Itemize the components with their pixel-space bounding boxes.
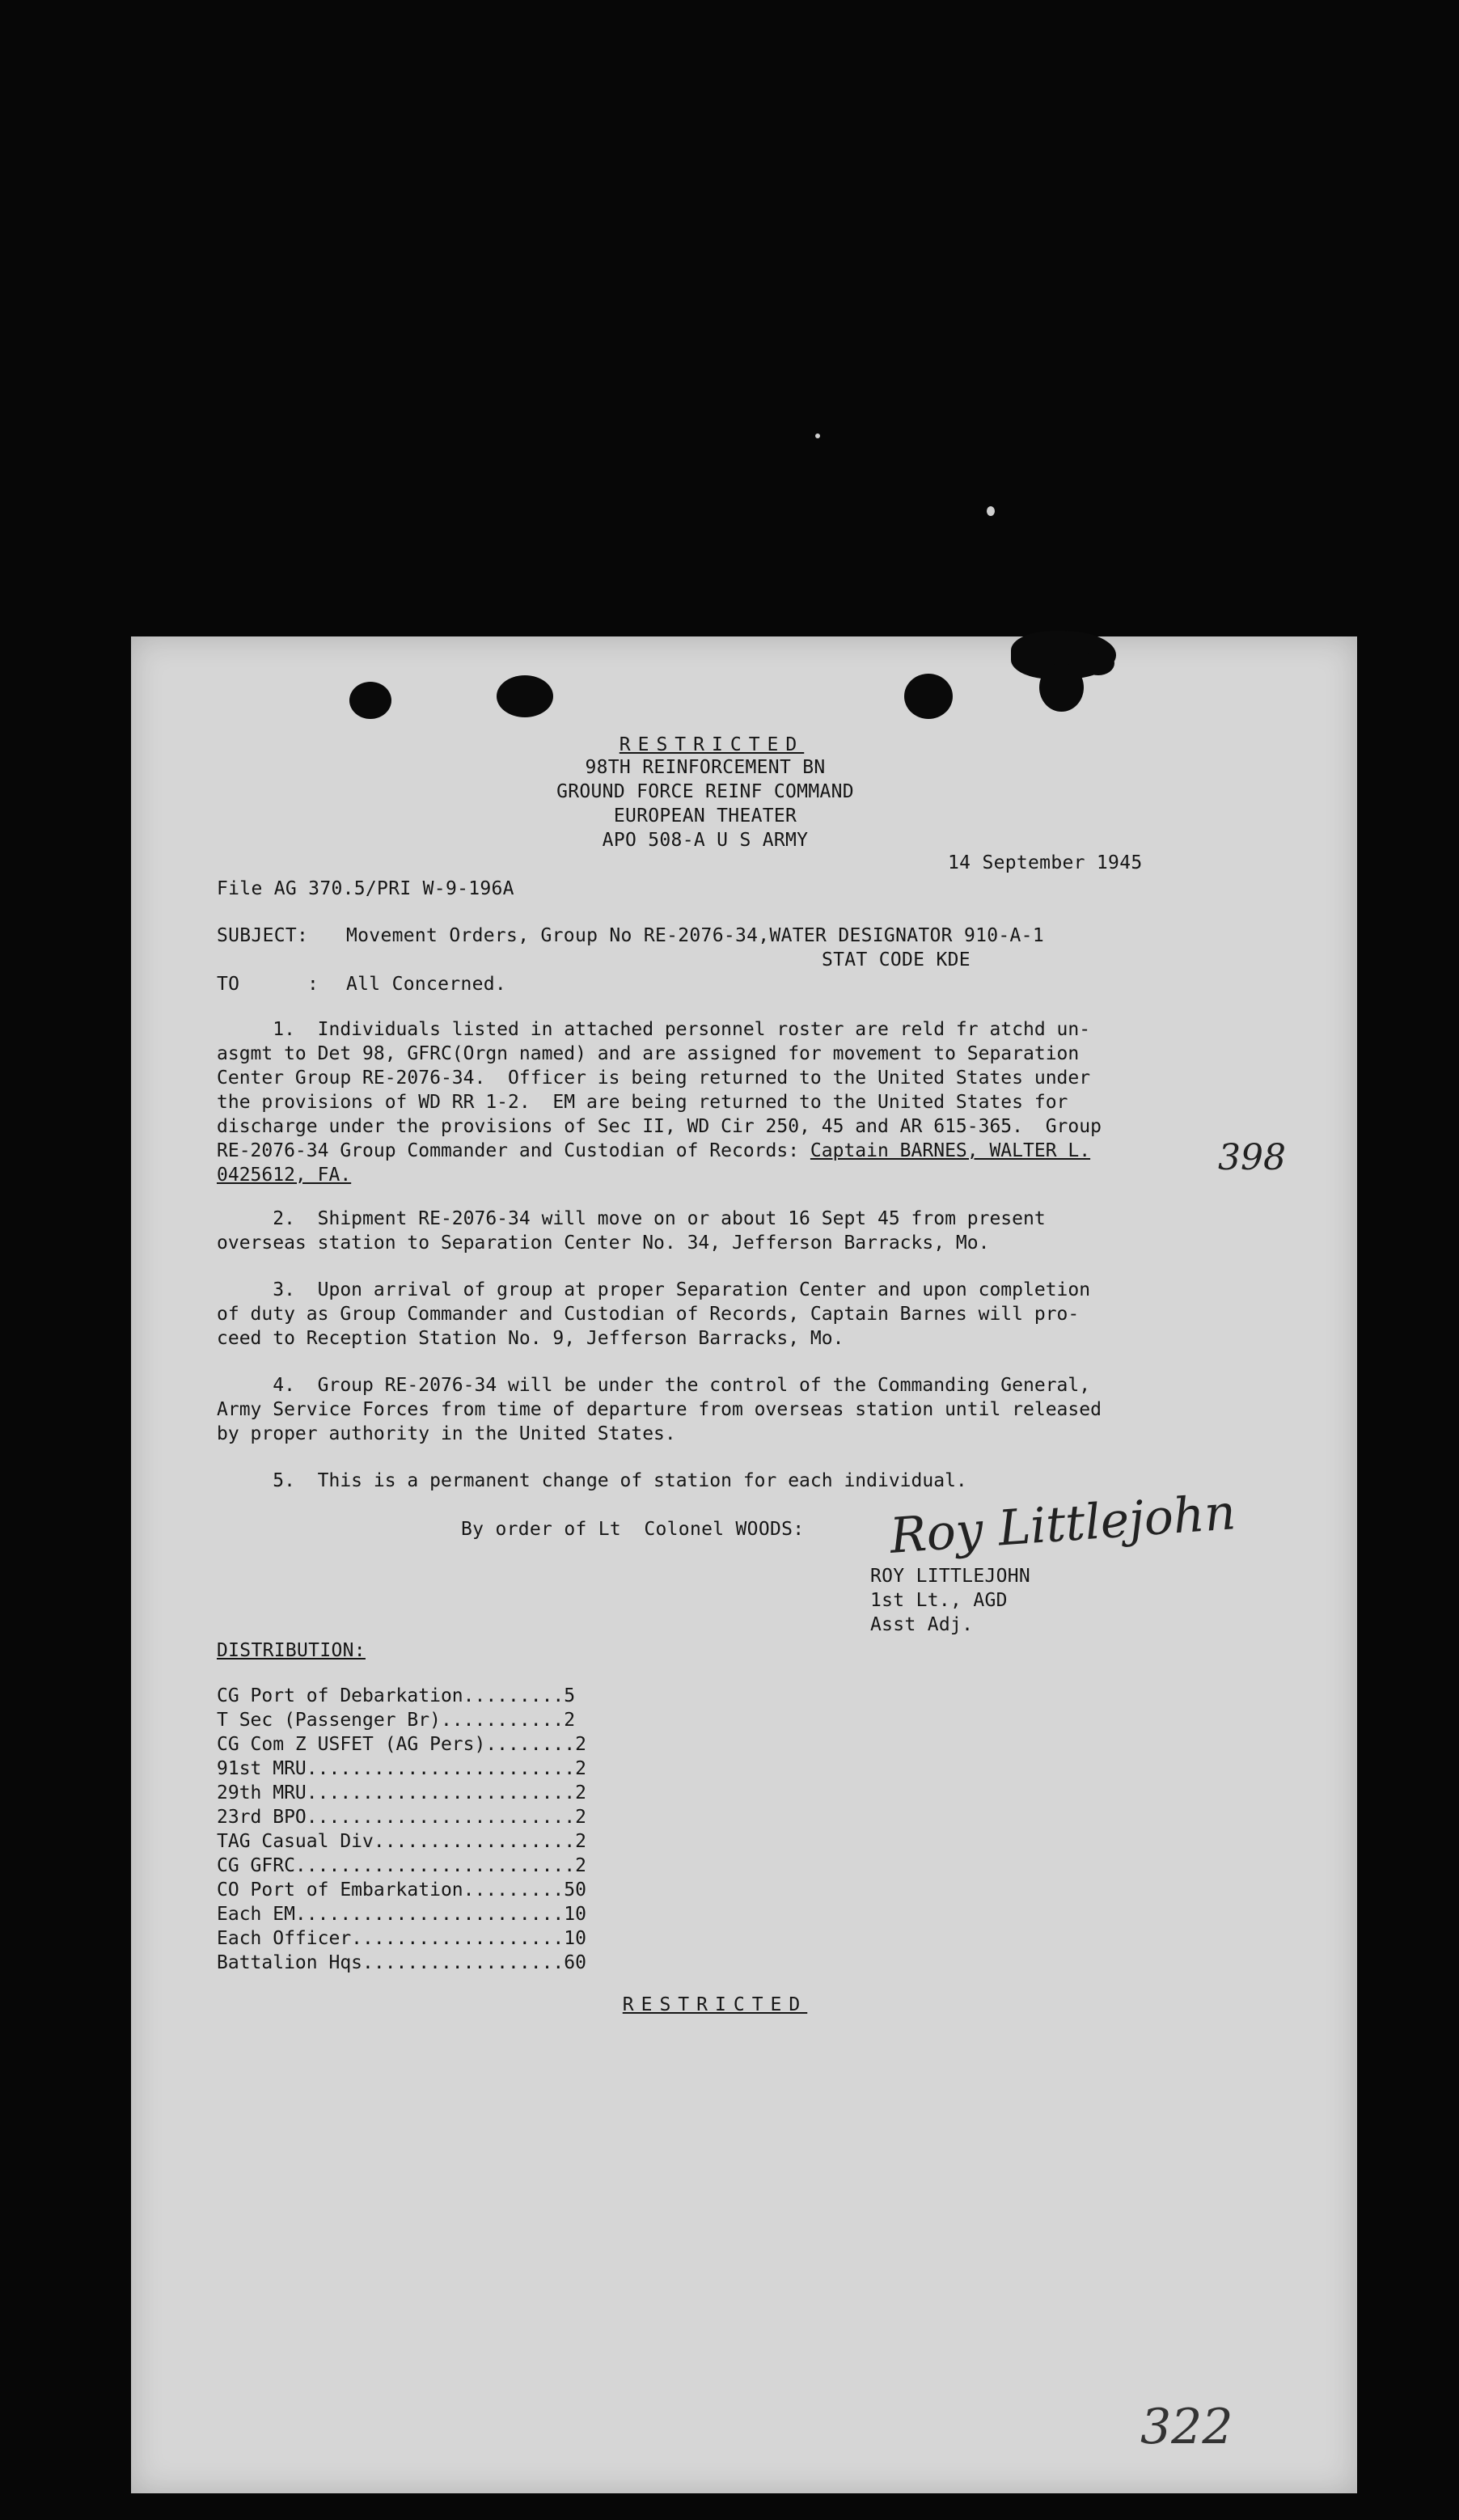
paragraph-line: Army Service Forces from time of departure from overseas station until released [217, 1399, 1102, 1420]
handwritten-signature: Roy Littlejohn [888, 1484, 1238, 1565]
apo-address: APO 508-A U S ARMY [602, 830, 809, 851]
distribution-row: Each Officer...................10 [217, 1928, 586, 1949]
paragraph-line: ceed to Reception Station No. 9, Jefferson Barracks, Mo. [217, 1328, 844, 1349]
paragraph-line: 1. Individuals listed in attached personnel roster are reld fr atchd un- [217, 1019, 1091, 1040]
by-order-line: By order of Lt Colonel WOODS: [461, 1519, 805, 1540]
theater-name: EUROPEAN THEATER [613, 805, 797, 827]
paragraph-line: by proper authority in the United States. [217, 1423, 676, 1444]
distribution-row: 29th MRU........................2 [217, 1782, 586, 1803]
handwritten-number: 398 [1218, 1137, 1286, 1178]
distribution-row: CG Com Z USFET (AG Pers)........2 [217, 1734, 586, 1755]
paragraph-line [217, 1139, 1236, 1163]
paragraph-1 [217, 1017, 1236, 1187]
signer-name: ROY LITTLEJOHN [870, 1566, 1031, 1587]
subject-text-continued: STAT CODE KDE [822, 949, 971, 970]
dust-speck [815, 433, 820, 438]
ink-blot [1039, 663, 1084, 712]
paragraph-3 [217, 1278, 1236, 1351]
subject-label: SUBJECT: [217, 925, 309, 946]
distribution-row: CO Port of Embarkation.........50 [217, 1879, 586, 1901]
custodian-serial: 0425612, FA. [217, 1165, 352, 1186]
custodian-name: Captain BARNES, WALTER L. [810, 1140, 1091, 1161]
paragraph-line: 4. Group RE-2076-34 will be under the control of the Commanding General, [217, 1375, 1091, 1396]
paragraph-line-start: RE-2076-34 Group Commander and Custodian of Records: [217, 1140, 810, 1161]
paragraph-line: Center Group RE-2076-34. Officer is being returned to the United States under [217, 1068, 1091, 1089]
document-date: 14 September 1945 [948, 852, 1143, 873]
paragraph-line: 2. Shipment RE-2076-34 will move on or about 16 Sept 45 from present [217, 1208, 1046, 1229]
distribution-row: T Sec (Passenger Br)...........2 [217, 1710, 576, 1731]
paragraph-2 [217, 1207, 1236, 1255]
file-reference: File AG 370.5/PRI W-9-196A [217, 878, 514, 899]
classification-footer: RESTRICTED [622, 1994, 808, 2015]
paragraph-line: the provisions of WD RR 1-2. EM are being returned to the United States for [217, 1092, 1068, 1113]
ink-blot [1082, 651, 1114, 675]
document-page [131, 636, 1357, 2493]
command-name: GROUND FORCE REINF COMMAND [556, 781, 854, 802]
distribution-row: CG GFRC.........................2 [217, 1855, 586, 1876]
distribution-row: 91st MRU........................2 [217, 1758, 586, 1779]
distribution-row: Battalion Hqs..................60 [217, 1952, 586, 1973]
distribution-row: TAG Casual Div..................2 [217, 1831, 586, 1852]
to-label: TO [217, 974, 240, 995]
unit-name: 98TH REINFORCEMENT BN [585, 757, 826, 778]
to-separator: : [307, 974, 319, 995]
paragraph-line: discharge under the provisions of Sec II, WD Cir 250, 45 and AR 615-365. Group [217, 1116, 1102, 1137]
paragraph-line: overseas station to Separation Center No. 34, Jefferson Barracks, Mo. [217, 1233, 990, 1254]
classification-header: RESTRICTED [619, 734, 805, 755]
punch-hole [904, 674, 953, 719]
paragraph-line: asgmt to Det 98, GFRC(Orgn named) and are assigned for movement to Separation [217, 1043, 1080, 1064]
dust-speck [987, 506, 995, 516]
punch-hole [497, 675, 553, 717]
to-text: All Concerned. [346, 974, 507, 995]
subject-text: Movement Orders, Group No RE-2076-34,WATER DESIGNATOR 910-A-1 [346, 925, 1044, 946]
distribution-row: Each EM........................10 [217, 1904, 586, 1925]
distribution-heading: DISTRIBUTION: [217, 1640, 366, 1661]
distribution-row: 23rd BPO........................2 [217, 1807, 586, 1828]
handwritten-page-number: 322 [1140, 2399, 1233, 2455]
punch-hole [349, 682, 391, 719]
distribution-row: CG Port of Debarkation.........5 [217, 1685, 576, 1706]
paragraph-4 [217, 1373, 1236, 1446]
paragraph-line: of duty as Group Commander and Custodian of Records, Captain Barnes will pro- [217, 1304, 1080, 1325]
paragraph-line: 5. This is a permanent change of station for each individual. [217, 1470, 967, 1491]
paragraph-line: 3. Upon arrival of group at proper Separation Center and upon completion [217, 1279, 1091, 1300]
paragraph-5 [217, 1469, 1236, 1493]
signer-title: Asst Adj. [870, 1614, 974, 1635]
signer-rank: 1st Lt., AGD [870, 1590, 1008, 1611]
